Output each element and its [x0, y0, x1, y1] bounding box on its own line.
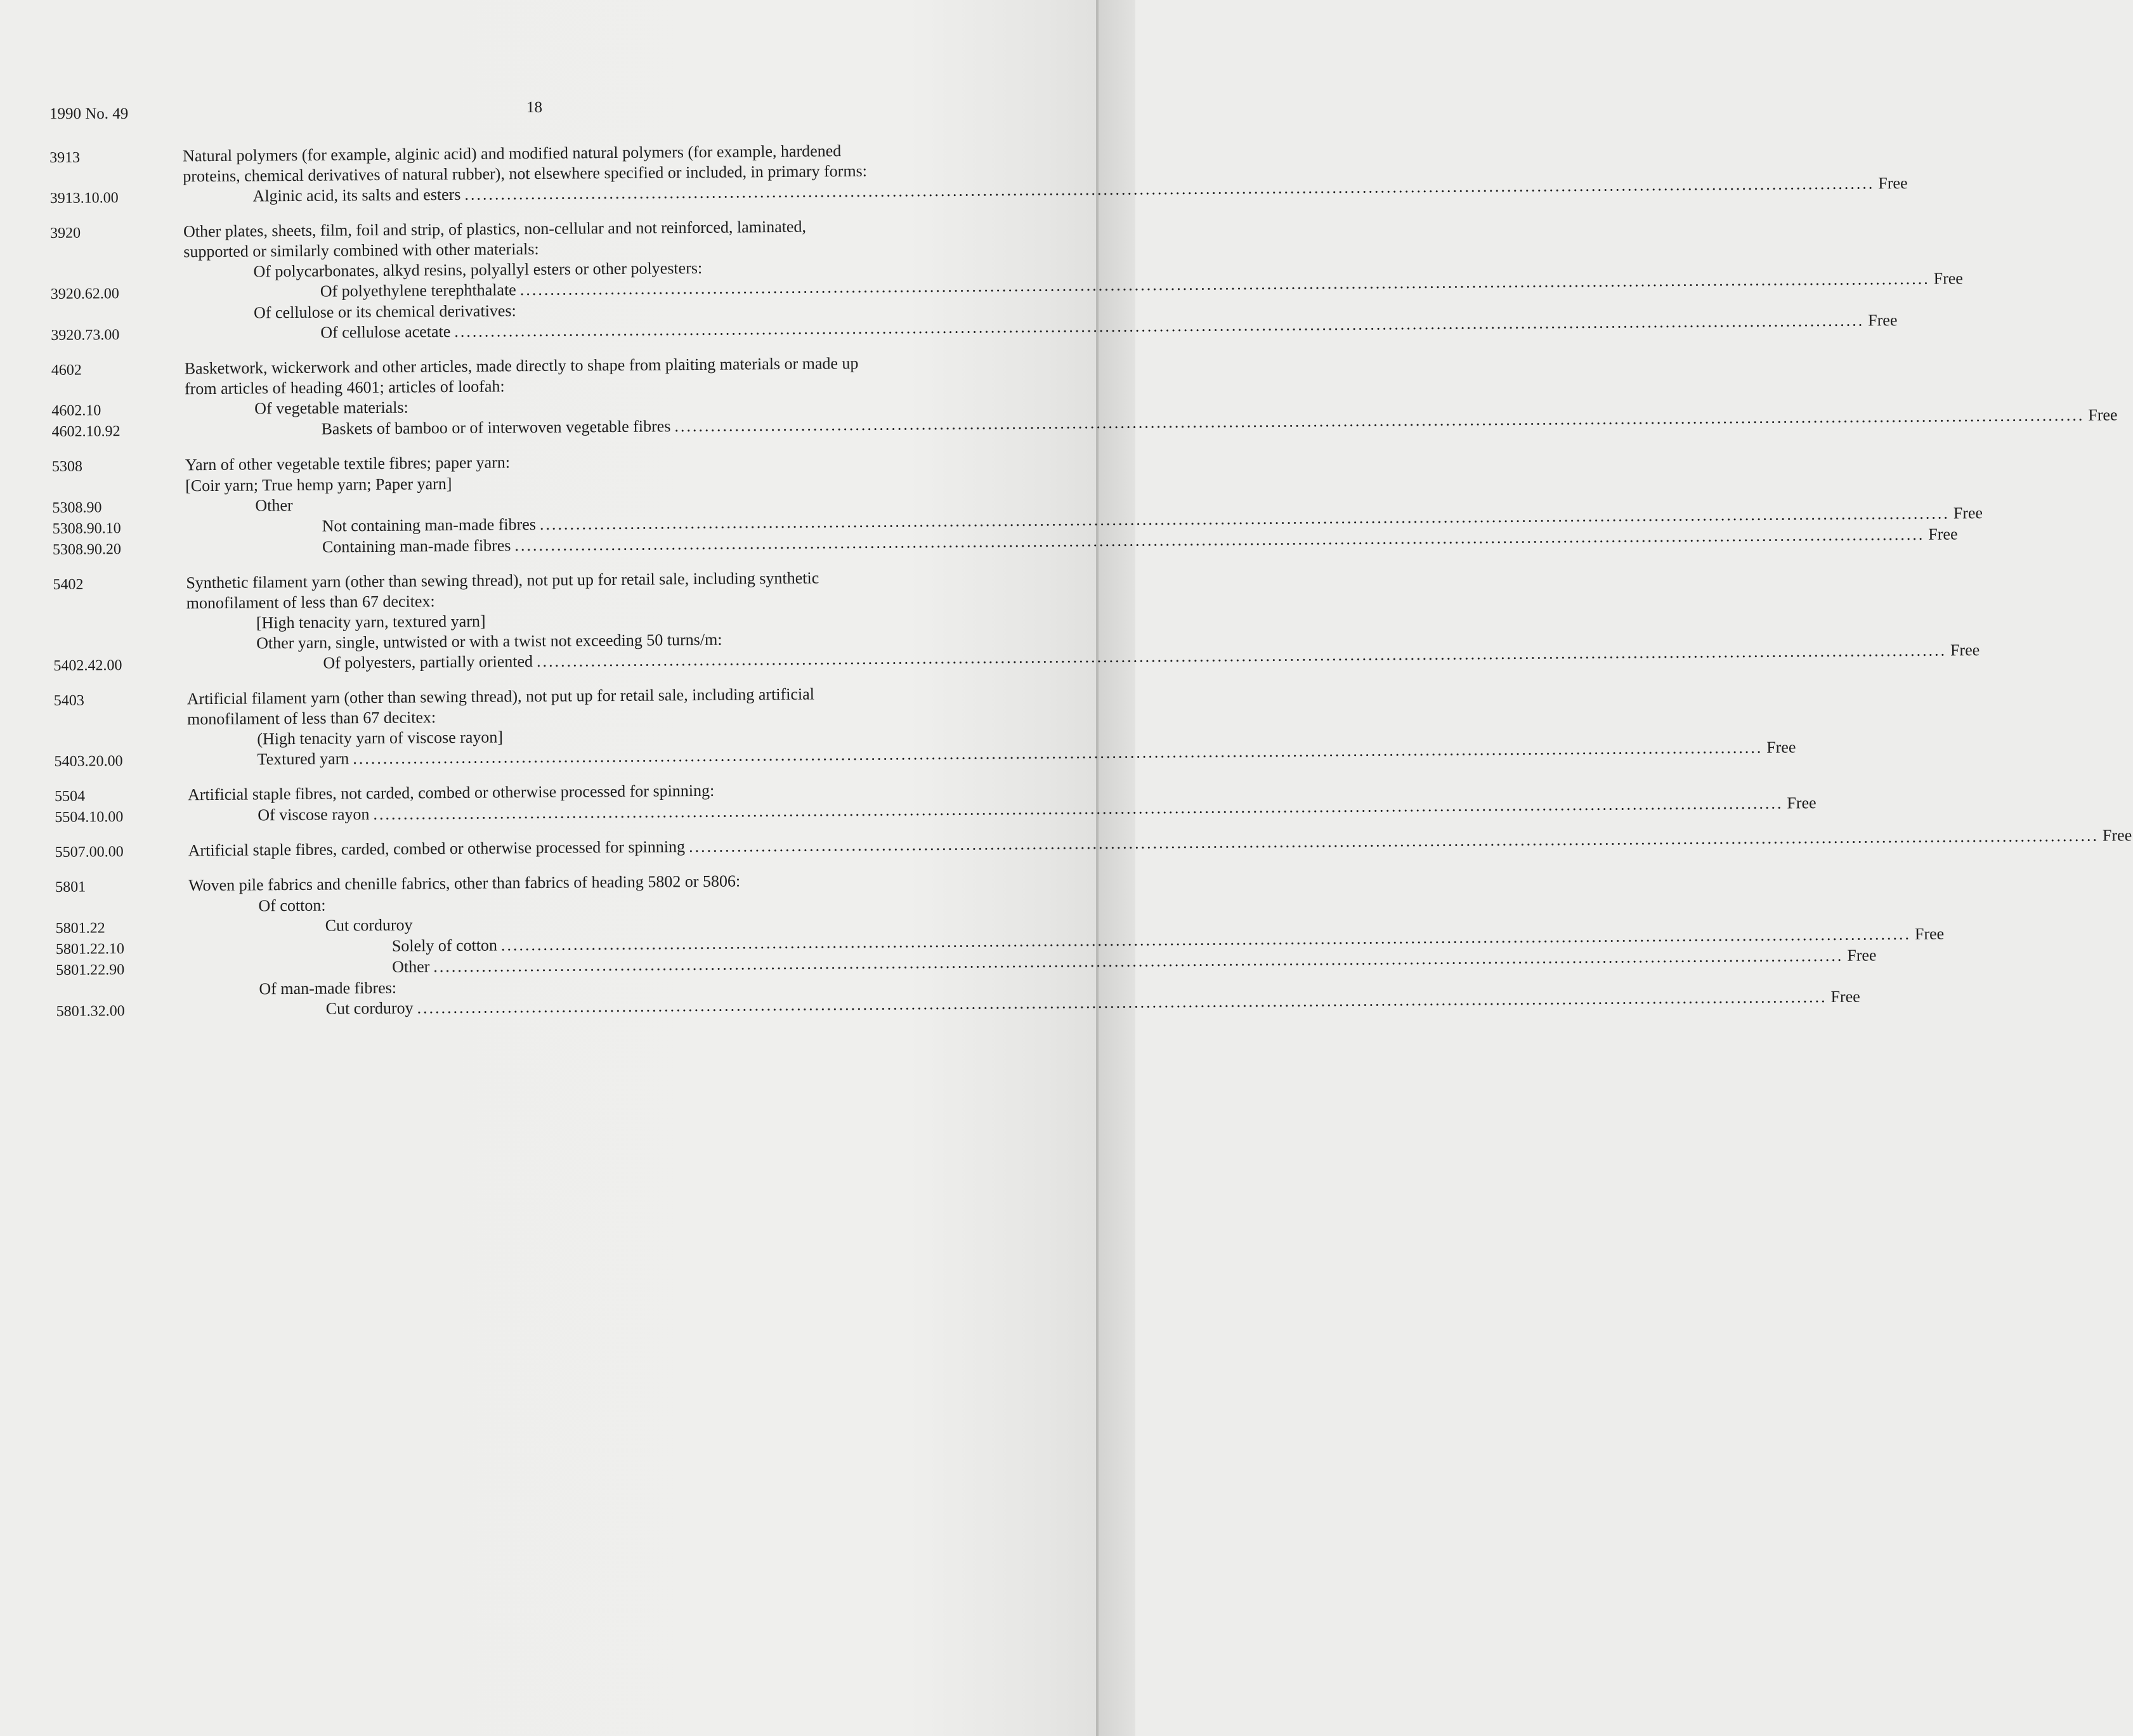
description-text: Of viscose rayon: [258, 805, 370, 825]
tariff-entry: [49, 215, 1964, 346]
tariff-entry: [53, 566, 1980, 676]
heading-code: 4602: [51, 362, 82, 379]
heading-code: 5403: [53, 692, 84, 709]
description-text: Of cellulose or its chemical derivatives:: [253, 301, 516, 322]
heading-code: 5308: [51, 458, 83, 475]
heading-code: 3913: [49, 149, 81, 166]
heading-code: 5801.22: [55, 920, 105, 937]
heading-code: 3920: [49, 225, 81, 242]
tariff-entry: [49, 140, 1908, 209]
heading-code: 5504: [54, 788, 86, 805]
heading-code: 3913.10.00: [49, 190, 119, 207]
heading-code: [56, 995, 190, 996]
duty-rate: Free: [1787, 793, 1817, 813]
heading-code: 5308.90.20: [52, 541, 122, 558]
heading-code: [51, 318, 184, 320]
duty-rate: Free: [1830, 987, 1860, 1006]
description-text: Woven pile fabrics and chenille fabrics, other than fabrics of heading 5802 or 5806:: [188, 871, 741, 895]
heading-code: 5308.90: [52, 499, 102, 516]
description-text: Artificial filament yarn (other than sewing thread), not put up for retail sale, including artificial monofilament of less than 67 decitex:: [186, 684, 815, 729]
tariff-line: [54, 682, 1043, 731]
description-text: Synthetic filament yarn (other than sewing thread), not put up for retail sale, including synthetic monofilament of less than 67 decitex:: [186, 568, 819, 613]
tariff-entry: [51, 448, 1983, 560]
description-text: (High tenacity yarn of viscose rayon]: [257, 728, 504, 748]
tariff-entry: [53, 682, 1796, 772]
description-text: Of polyesters, partially oriented: [323, 652, 533, 672]
heading-code: [51, 277, 184, 278]
heading-code: 5801: [55, 878, 86, 896]
heading-code: 5308.90.10: [52, 520, 121, 537]
heading-code: 4602.10: [51, 402, 101, 419]
duty-rate: Free: [2088, 405, 2118, 424]
description-text: Textured yarn: [257, 749, 349, 769]
line-text-wrapper: [188, 825, 2132, 861]
duty-rate: Free: [1950, 641, 1980, 660]
page-number: 18: [526, 99, 542, 116]
description-text: Cut corduroy: [325, 998, 414, 1018]
heading-code: 5801.32.00: [56, 1003, 125, 1020]
tariff-entry: [55, 826, 2132, 863]
binding-line: [1096, 0, 1099, 1736]
description-text: Other plates, sheets, film, foil and strip, of plastics, non-cellular and not reinforced, laminated, supported or similarly combined with other materials:: [183, 217, 807, 261]
tariff-schedule: [49, 140, 2132, 1036]
tariff-line: [49, 140, 1039, 188]
description-text: Artificial staple fibres, carded, combed or otherwise processed for spinning: [188, 837, 686, 860]
tariff-line: [55, 826, 2132, 863]
description-text: Of man-made fibres:: [259, 978, 397, 998]
heading-code: 5504.10.00: [55, 809, 124, 826]
description-text: Cut corduroy: [325, 915, 413, 935]
description-text: Other yarn, single, untwisted or with a twist not exceeding 50 turns/m:: [256, 630, 722, 653]
tariff-entry: [55, 869, 1945, 1022]
heading-code: 5403.20.00: [54, 753, 123, 770]
heading-code: [52, 491, 185, 492]
description-text: Basketwork, wickerwork and other articles, made directly to shape from plaiting materials or made up from articles of heading 4601; articles of loofah:: [184, 353, 859, 398]
heading-code: 3920.62.00: [50, 285, 119, 303]
description-text: Natural polymers (for example, alginic acid) and modified natural polymers (for example, hardened proteins, chemical derivatives of natural rubber), not elsewhere specified or included, in primary forms:: [183, 141, 868, 186]
heading-code: [54, 745, 187, 746]
line-text-wrapper: [185, 352, 1041, 400]
heading-code: 4602.10.92: [51, 423, 121, 440]
description-text: Alginic acid, its salts and esters: [252, 185, 461, 206]
heading-code: 3920.73.00: [51, 327, 120, 344]
duty-rate: Free: [1928, 525, 1958, 544]
duty-rate: Free: [1847, 946, 1877, 965]
duty-rate: Free: [1766, 738, 1796, 757]
description-text: Of vegetable materials:: [254, 398, 408, 418]
description-text: Containing man-made fibres: [322, 536, 511, 556]
heading-code: 5801.22.90: [56, 962, 125, 979]
page-edge-shadow: [1099, 0, 1135, 1736]
description-text: Of polyethylene terephthalate: [320, 280, 516, 301]
description-text: Baskets of bamboo or of interwoven vegetable fibres: [321, 417, 671, 438]
description-text: [Coir yarn; True hemp yarn; Paper yarn]: [185, 474, 452, 495]
tariff-line: [53, 566, 1042, 615]
line-text-wrapper: [187, 682, 1043, 730]
heading-code: 5507.00.00: [55, 844, 124, 861]
tariff-entry: [54, 778, 1817, 828]
description-text: Other: [392, 957, 430, 976]
statute-reference: 1990 No. 49: [49, 105, 129, 122]
description-text: Other: [255, 496, 293, 515]
tariff-line: [51, 352, 1041, 400]
line-text-wrapper: [186, 566, 1042, 614]
heading-code: [53, 649, 186, 650]
duty-rate: Free: [1933, 269, 1964, 288]
tariff-line: [50, 215, 1040, 263]
description-text: Of cellulose acetate: [320, 322, 451, 342]
duty-rate: Free: [1914, 924, 1945, 943]
heading-code: 5402.42.00: [53, 657, 122, 674]
description-text: Artificial staple fibres, not carded, combed or otherwise processed for spinning:: [187, 781, 715, 804]
line-text-wrapper: [183, 140, 1039, 187]
leader-dots: [689, 826, 2099, 857]
description-text: Yarn of other vegetable textile fibres; paper yarn:: [185, 453, 511, 474]
duty-rate: Free: [1878, 173, 1908, 193]
heading-code: 5801.22.10: [55, 941, 125, 958]
description-text: [High tenacity yarn, textured yarn]: [256, 611, 486, 632]
tariff-entry: [51, 352, 2118, 442]
duty-rate: Free: [2102, 826, 2132, 845]
description-text: Solely of cotton: [391, 936, 498, 955]
heading-code: [55, 911, 188, 913]
line-text-wrapper: [183, 215, 1040, 263]
heading-code: [53, 629, 186, 630]
heading-code: 5402: [53, 576, 84, 593]
description-text: Of polycarbonates, alkyd resins, polyallyl esters or other polyesters:: [253, 258, 703, 281]
description-text: Not containing man-made fibres: [322, 514, 536, 535]
duty-rate: Free: [1953, 504, 1983, 523]
duty-rate: Free: [1868, 311, 1898, 330]
description-text: Of cotton:: [258, 896, 326, 915]
